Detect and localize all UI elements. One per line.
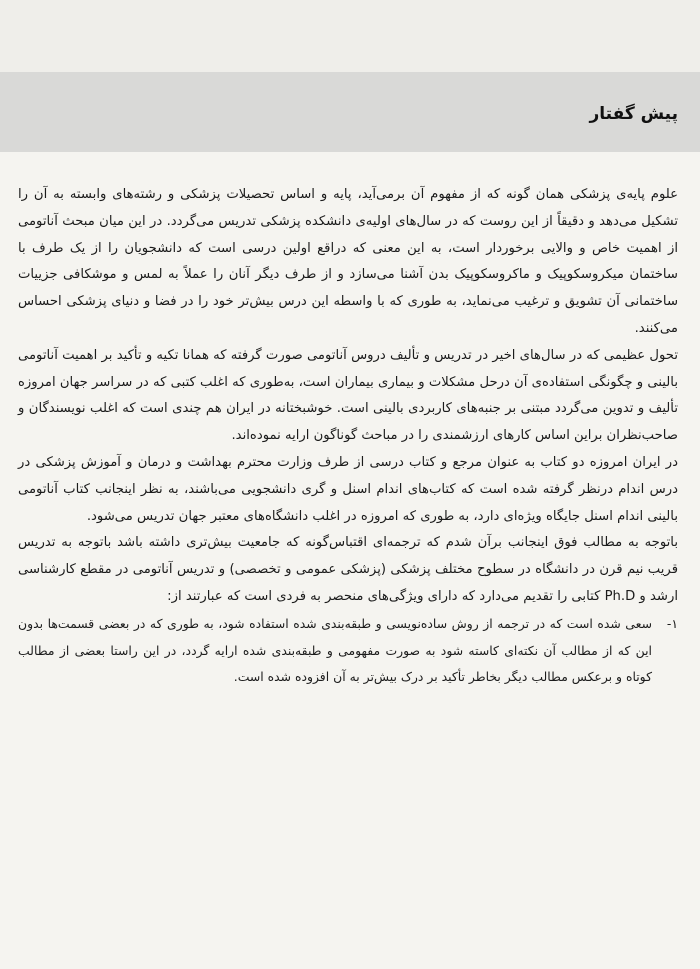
page-top-margin — [0, 0, 700, 72]
body-text — [18, 182, 678, 691]
paragraph-2: تحول عظیمی که در سال‌های اخیر در تدریس و تألیف دروس آناتومی صورت گرفته که همانا تکیه و تأکید بر اهمیت آناتومی بالینی و چگونگی استفاده‌ی آن درحل مشکلات و بیماری بیماران است، به‌طوری که اغلب کتبی که در سراسر جهان امروزه تألیف و تدوین می‌گردد مبتنی بر جنبه‌های کاربردی بالینی است. خوشبختانه در ایران هم چندی است که اغلب نویسندگان و صاحب‌نظران براین اساس کارهای ارزشمندی را در مباحث گوناگون ارایه نموده‌اند. — [18, 347, 678, 444]
list-item-number: ۱- — [666, 615, 678, 631]
features-list — [18, 611, 678, 691]
list-item-text: سعی شده است که در ترجمه از روش ساده‌نویسی و طبقه‌بندی شده استفاده شود، به طوری که در بعضی قسمت‌ها بدون این که از مطالب آن نکته‌ای کاسته شود به صورت مفهومی و طبقه‌بندی شده ارایه گردد، در این راستا بعضی از مطالب کوتاه و برعکس مطالب دیگر بخاطر تأکید بر درک بیش‌تر به آن افزوده شده است. — [18, 615, 652, 685]
paragraph-1: علوم پایه‌ی پزشکی همان گونه که از مفهوم آن برمی‌آید، پایه و اساس تحصیلات پزشکی و رشته‌های وابسته به آن را تشکیل می‌دهد و دقیقاً از این روست که در سال‌های اولیه‌ی دانشکده پزشکی تدریس می‌گردد. در این میان مبحث آناتومی از اهمیت خاص و والایی برخوردار است، به این معنی که دراقع اولین درسی است که دانشجویان را از یک طرف با ساختمان میکروسکوپیک و ماکروسکوپیک بدن آشنا می‌سازد و از طرف دیگر آنان را عملاً به لمس و موشکافی جزییات ساختمانی آن تشویق و ترغیب می‌نماید، به طوری که با واسطه این درس بیش‌تر خود را در فضا و دنیای پزشکی احساس می‌کنند. — [18, 187, 678, 336]
list-item — [18, 611, 678, 691]
paragraph-4: باتوجه به مطالب فوق اینجانب برآن شدم که ترجمه‌ای اقتباس‌گونه که جامعیت بیش‌تری داشته باشد باتوجه به تدریس قریب نیم قرن در دانشگاه در سطوح مختلف پزشکی (پزشکی عمومی و تخصصی) و تدریس آناتومی در مقطع کارشناسی ارشد و Ph.D کتابی را تقدیم می‌دارد که دارای ویژگی‌های منحصر به فردی است که عبارتند از: — [18, 535, 678, 604]
section-title: پیش گفتار — [589, 104, 678, 124]
paragraph-3: در ایران امروزه دو کتاب به عنوان مرجع و کتاب درسی از طرف وزارت محترم بهداشت و درمان و آموزش پزشکی در درس اندام درنظر گرفته شده است که کتاب‌های اندام اسنل و گری دانشجویی می‌باشند، به نظر اینجانب کتاب آناتومی بالینی اندام اسنل جایگاه ویژه‌ای دارد، به طوری که امروزه در اغلب دانشگاه‌های معتبر جهان تدریس می‌شود. — [18, 454, 678, 524]
